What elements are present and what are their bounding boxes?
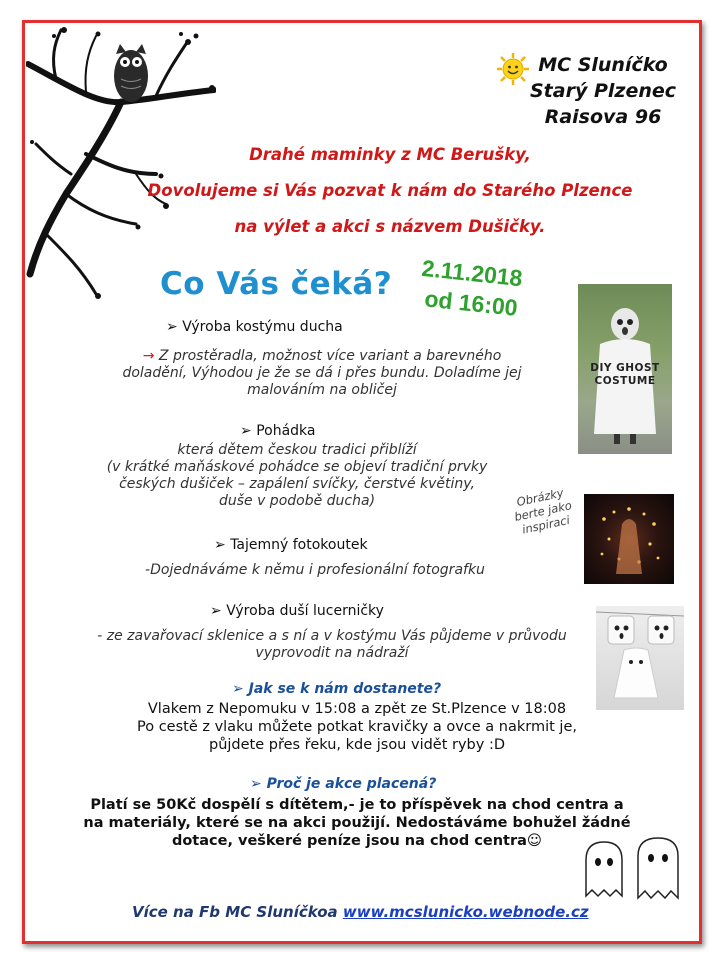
invite-line-2: Dovolujeme si Vás pozvat k nám do Starého Plzence <box>147 181 633 200</box>
org-town: Starý Plzenec <box>529 80 677 102</box>
bullet-arrow-icon: ➢ <box>214 537 231 553</box>
organization-block <box>528 52 678 130</box>
event-time: od 16:00 <box>423 285 519 321</box>
sun-icon <box>496 52 530 86</box>
invite-line-3: na výlet a akci s názvem Dušičky. <box>234 217 546 236</box>
photo-corner-text: -Dojednáváme k němu i profesionální fotografku <box>145 562 485 578</box>
fairy-lights-photo <box>584 494 674 584</box>
bullet-arrow-icon: ➢ <box>240 423 257 439</box>
costume-text: → Z prostěradla, možnost více variant a barevného doladění, Výhodou je že se dá i přes bundu. Doladíme jej malováním na obličej <box>122 348 522 398</box>
org-name: MC Sluníčko <box>538 54 668 76</box>
lantern-title: ➢ Výroba duší lucerničky <box>210 603 384 619</box>
lantern-text: - ze zavařovací sklenice a s ní a v kostýmu Vás půjdeme v průvodu vyprovodit na nádraží <box>97 628 567 661</box>
ghost-icon <box>586 842 622 896</box>
photo-corner-title: ➢ Tajemný fotokoutek <box>214 537 368 553</box>
story-title: ➢ Pohádka <box>240 423 316 439</box>
costume-title: ➢ Výroba kostýmu ducha <box>166 319 343 335</box>
story-text: která dětem českou tradici přiblíží (v krátké maňáskové pohádce se objeví tradiční prvky českých dušiček – zapálení svíčky, čerstvé květiny, duše v podobě ducha) <box>106 442 488 509</box>
paid-text: Platí se 50Kč dospělí s dítětem,- je to příspěvek na chod centra a na materiály, které se na akci použijí. Nedostáváme bohužel žádné dotace, veškeré peníze jsou na chod centra☺ <box>83 797 631 849</box>
travel-text: Vlakem z Nepomuku v 15:08 a zpět ze St.Plzence v 18:08 Po cestě z vlaku můžete potkat kravičky a ovce a nakrmit je, půjdete přes řeku, kde jsou vidět ryby :D <box>136 701 577 753</box>
footer-text: Více na Fb MC Sluníčkoa <box>132 903 343 921</box>
owl-icon <box>114 44 148 102</box>
lantern-ghosts-photo <box>596 606 684 710</box>
section-heading: Co Vás čeká? <box>160 266 393 302</box>
website-link[interactable]: www.mcslunicko.webnode.cz <box>342 903 589 921</box>
bullet-arrow-icon: ➢ <box>232 681 249 697</box>
paid-title: ➢ Proč je akce placená? <box>250 776 437 792</box>
event-date <box>417 253 524 323</box>
ghost-icon <box>638 838 678 898</box>
ghost-doodles <box>580 836 690 900</box>
inspiration-note: Obrázky berte jako inspiraci <box>513 485 573 537</box>
bullet-arrow-icon: ➢ <box>250 776 267 792</box>
bullet-arrow-icon: ➢ <box>210 603 227 619</box>
event-day: 2.11.2018 <box>420 254 524 292</box>
invite-line-1: Drahé maminky z MC Berušky, <box>249 145 531 164</box>
org-address: Raisova 96 <box>544 106 662 128</box>
travel-title: ➢ Jak se k nám dostanete? <box>232 681 442 697</box>
footer <box>132 903 589 921</box>
red-arrow-icon: → <box>142 348 159 364</box>
bullet-arrow-icon: ➢ <box>166 319 183 335</box>
photo-caption: DIY GHOST COSTUME <box>590 362 660 387</box>
ghost-costume-photo <box>578 284 672 454</box>
